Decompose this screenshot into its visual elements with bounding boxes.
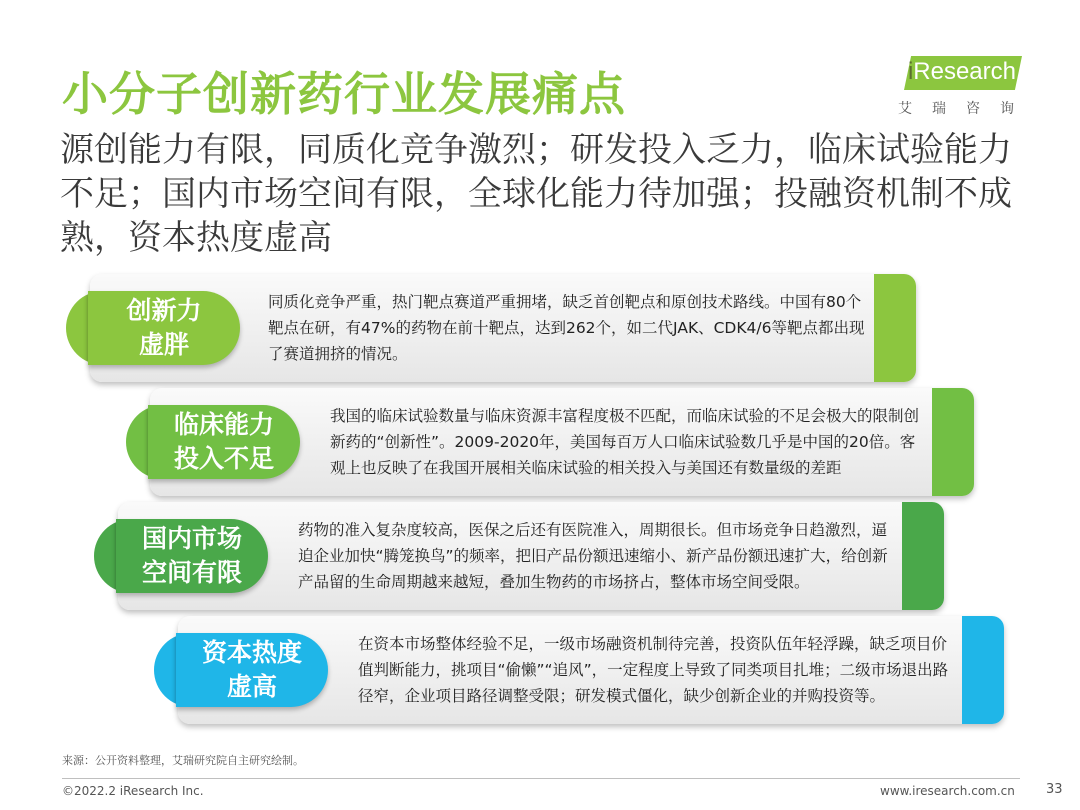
footer-divider xyxy=(62,778,1020,779)
pain-point-tag-2: 临床能力 投入不足 xyxy=(148,405,300,479)
pain-point-row-4 xyxy=(0,616,1080,724)
card-accent-bar xyxy=(874,274,916,382)
pain-point-description-4: 在资本市场整体经验不足，一级市场融资机制待完善，投资队伍年轻浮躁，缺乏项目价值判断能力，挑项目“偷懒”“追风”，一定程度上导致了同类项目扎堆；二级市场退出路径窄，企业项目路径调整受限；研发模式僵化，缺少创新企业的并购投资等。 xyxy=(358,635,949,705)
page-title: 小分子创新药行业发展痛点 xyxy=(62,67,626,121)
pain-point-tag-3: 国内市场 空间有限 xyxy=(116,519,268,593)
pain-point-description-2: 我国的临床试验数量与临床资源丰富程度极不匹配，而临床试验的不足会极大的限制创新药的“创新性”。2009-2020年，美国每百万人口临床试验数几乎是中国的20倍。客观上也反映了在我国开展相关临床试验的相关投入与美国还有数量级的差距 xyxy=(330,407,920,477)
page-number: 33 xyxy=(1046,782,1063,797)
iresearch-logo xyxy=(890,56,1034,126)
logo-wordmark xyxy=(890,58,1022,86)
pain-point-tag-1: 创新力 虚胖 xyxy=(88,291,240,365)
pain-point-description-3: 药物的准入复杂度较高，医保之后还有医院准入，周期很长。但市场竞争日趋激烈，逼迫企业加快“腾笼换鸟”的频率，把旧产品份额迅速缩小、新产品份额迅速扩大，给创新产品留的生命周期越来越短，叠加生物药的市场挤占，整体市场空间受限。 xyxy=(298,521,888,591)
logo-wordmark-i: i xyxy=(907,58,914,85)
source-note: 来源：公开资料整理，艾瑞研究院自主研究绘制。 xyxy=(62,754,304,767)
pain-point-row-2 xyxy=(0,388,1080,496)
logo-wordmark-rest: Research xyxy=(913,58,1016,85)
pain-point-description-1: 同质化竞争严重，热门靶点赛道严重拥堵，缺乏首创靶点和原创技术路线。中国有80个靶点在研，有47%的药物在前十靶点，达到262个，如二代JAK、CDK4/6等靶点都出现了赛道拥挤的情况。 xyxy=(268,293,865,363)
logo-chinese-name: 艾瑞咨询 xyxy=(898,101,1034,117)
card-accent-bar xyxy=(902,502,944,610)
copyright: ©2022.2 iResearch Inc. xyxy=(62,784,204,798)
page-subtitle: 源创能力有限，同质化竞争激烈；研发投入乏力，临床试验能力不足；国内市场空间有限，全球化能力待加强；投融资机制不成熟，资本热度虚高 xyxy=(60,130,1012,258)
card-accent-bar xyxy=(962,616,1004,724)
card-accent-bar xyxy=(932,388,974,496)
website-link[interactable]: www.iresearch.com.cn xyxy=(880,784,1015,798)
pain-point-tag-4: 资本热度 虚高 xyxy=(176,633,328,707)
pain-point-row-3 xyxy=(0,502,1080,610)
pain-point-row-1 xyxy=(0,274,1080,382)
